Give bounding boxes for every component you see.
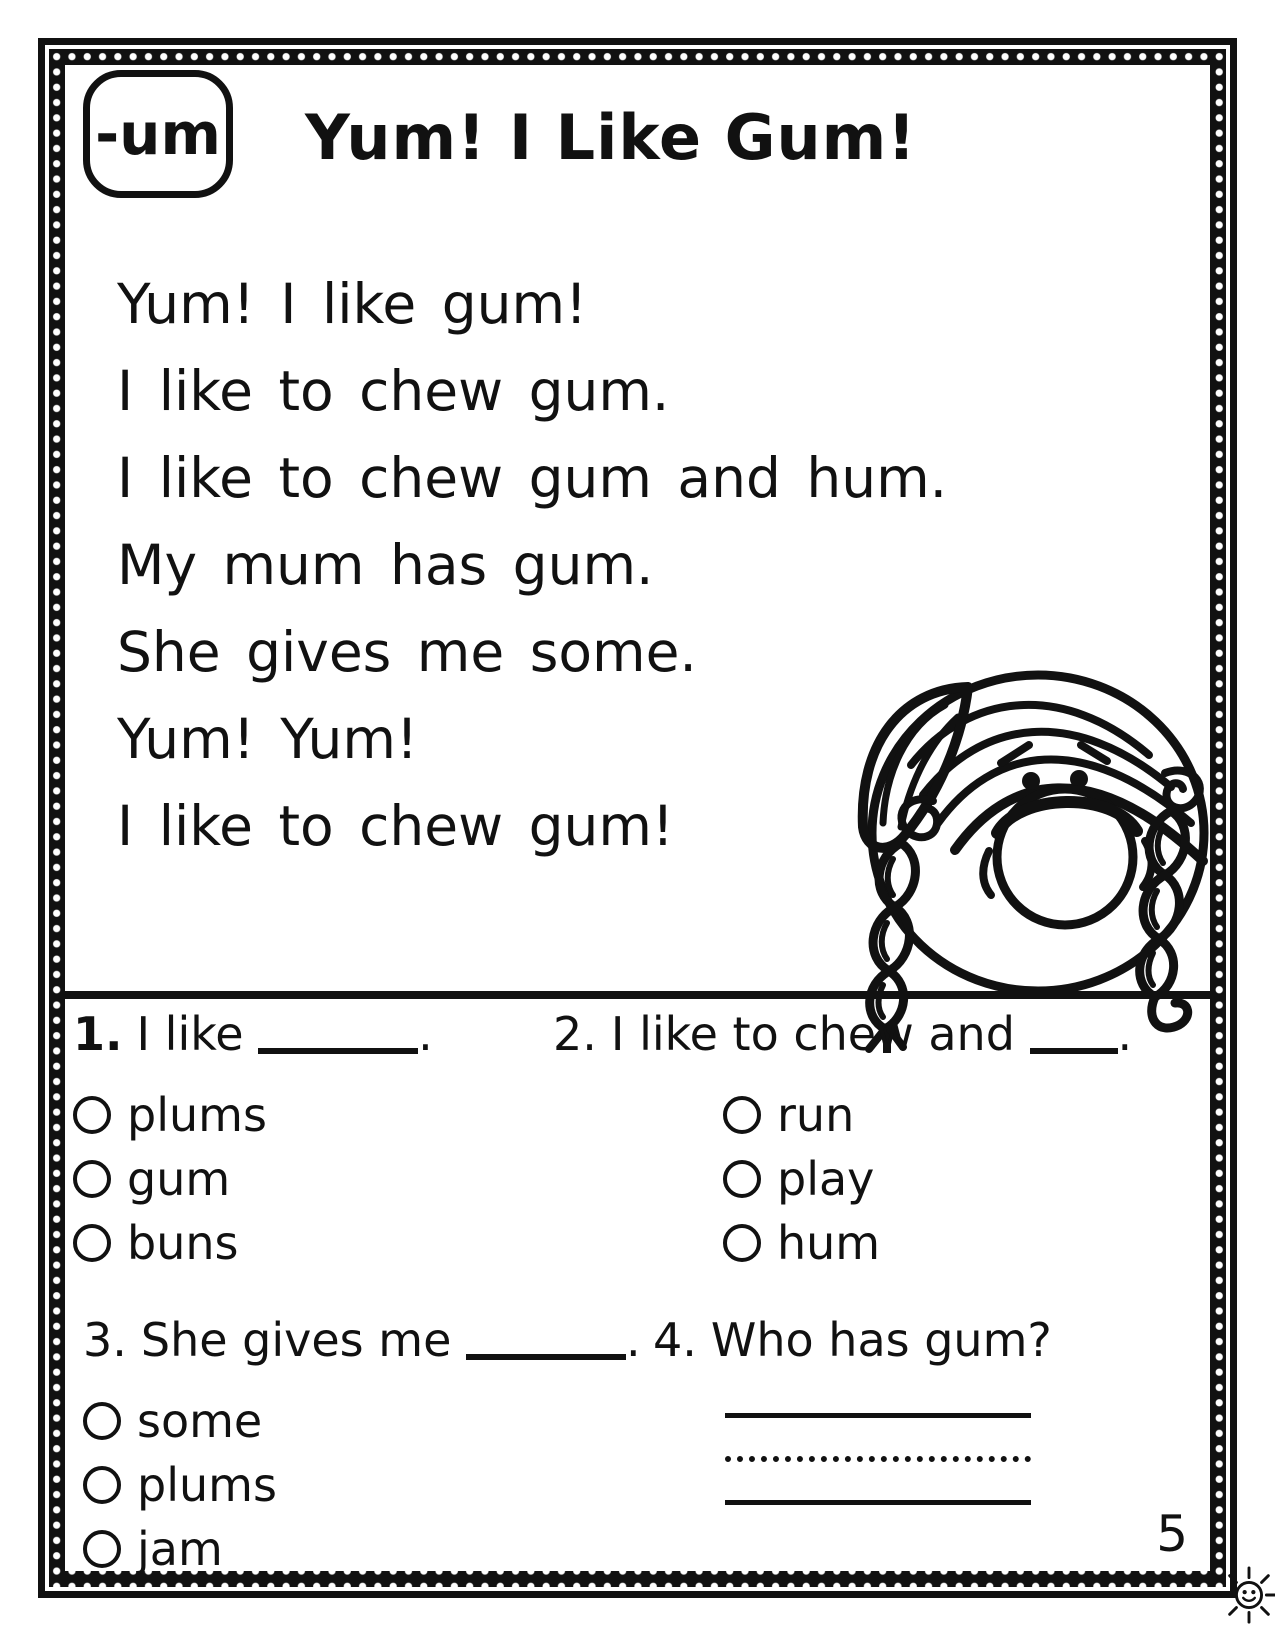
- question-4: [653, 1311, 1052, 1505]
- answer-bubble[interactable]: [73, 1096, 111, 1134]
- answer-bubble[interactable]: [73, 1160, 111, 1198]
- answer-blank[interactable]: [258, 1038, 418, 1054]
- question-3-text: [83, 1311, 641, 1369]
- answer-bubble[interactable]: [83, 1530, 121, 1568]
- question-prompt: I like: [136, 1007, 244, 1061]
- answer-options: [723, 1083, 1132, 1275]
- question-number: 3.: [83, 1313, 127, 1367]
- answer-blank[interactable]: [1030, 1038, 1118, 1054]
- option-label: hum: [777, 1216, 881, 1270]
- answer-option: [83, 1517, 641, 1581]
- questions-section: [65, 991, 1210, 1576]
- handwriting-lines: [725, 1413, 1031, 1505]
- question-1: [73, 1005, 433, 1275]
- worksheet-content: [65, 65, 1210, 1576]
- option-label: gum: [127, 1152, 231, 1206]
- answer-option: [73, 1147, 433, 1211]
- passage-line: Yum! I like gum!: [117, 272, 588, 336]
- passage-line: She gives me some.: [117, 620, 697, 684]
- page-number: 5: [1156, 1505, 1188, 1563]
- answer-options: [73, 1083, 433, 1275]
- question-2: [553, 1005, 1132, 1275]
- question-prompt: She gives me: [140, 1313, 452, 1367]
- answer-bubble[interactable]: [723, 1096, 761, 1134]
- option-label: jam: [137, 1522, 223, 1576]
- option-label: buns: [127, 1216, 239, 1270]
- passage-line: Yum! Yum!: [117, 707, 419, 771]
- writing-line-dotted-guide[interactable]: [725, 1456, 1031, 1462]
- answer-option: [73, 1083, 433, 1147]
- answer-options: [83, 1389, 641, 1581]
- option-label: run: [777, 1088, 855, 1142]
- passage-line: I like to chew gum and hum.: [117, 446, 948, 510]
- question-3: [83, 1311, 641, 1581]
- option-label: plums: [137, 1458, 277, 1512]
- writing-line-bottom[interactable]: [725, 1500, 1031, 1505]
- dotted-border-band: [49, 49, 1226, 1587]
- answer-bubble[interactable]: [723, 1160, 761, 1198]
- question-prompt: I like to chew and: [610, 1007, 1015, 1061]
- page-title: Yum! I Like Gum!: [305, 101, 917, 174]
- question-number: 4.: [653, 1313, 697, 1367]
- answer-option: [83, 1453, 641, 1517]
- option-label: play: [777, 1152, 875, 1206]
- question-4-text: [653, 1311, 1052, 1369]
- writing-line-top[interactable]: [725, 1413, 1031, 1418]
- word-family-tag: [83, 70, 233, 198]
- question-2-text: [553, 1005, 1132, 1063]
- answer-blank[interactable]: [466, 1344, 626, 1360]
- smiling-sun-icon: [1220, 1566, 1275, 1624]
- question-prompt: Who has gum?: [710, 1313, 1052, 1367]
- answer-bubble[interactable]: [83, 1402, 121, 1440]
- passage-line: I like to chew gum.: [117, 359, 670, 423]
- sentence-period: .: [1117, 1007, 1133, 1061]
- sentence-period: .: [418, 1007, 433, 1061]
- passage-line: My mum has gum.: [117, 533, 654, 597]
- answer-bubble[interactable]: [73, 1224, 111, 1262]
- answer-option: [73, 1211, 433, 1275]
- question-number: 1.: [73, 1007, 123, 1061]
- decorative-frame: [38, 38, 1237, 1598]
- question-number: 2.: [553, 1007, 597, 1061]
- passage-line: I like to chew gum!: [117, 794, 674, 858]
- answer-bubble[interactable]: [83, 1466, 121, 1504]
- word-family-label: -um: [95, 100, 221, 168]
- sentence-period: .: [626, 1313, 641, 1367]
- answer-option: [723, 1211, 1132, 1275]
- answer-option: [723, 1147, 1132, 1211]
- answer-option: [83, 1389, 641, 1453]
- answer-option: [723, 1083, 1132, 1147]
- answer-bubble[interactable]: [723, 1224, 761, 1262]
- option-label: some: [137, 1394, 263, 1448]
- girl-blowing-bubble-gum-illustration: [793, 605, 1233, 1053]
- question-1-text: [73, 1005, 433, 1063]
- option-label: plums: [127, 1088, 267, 1142]
